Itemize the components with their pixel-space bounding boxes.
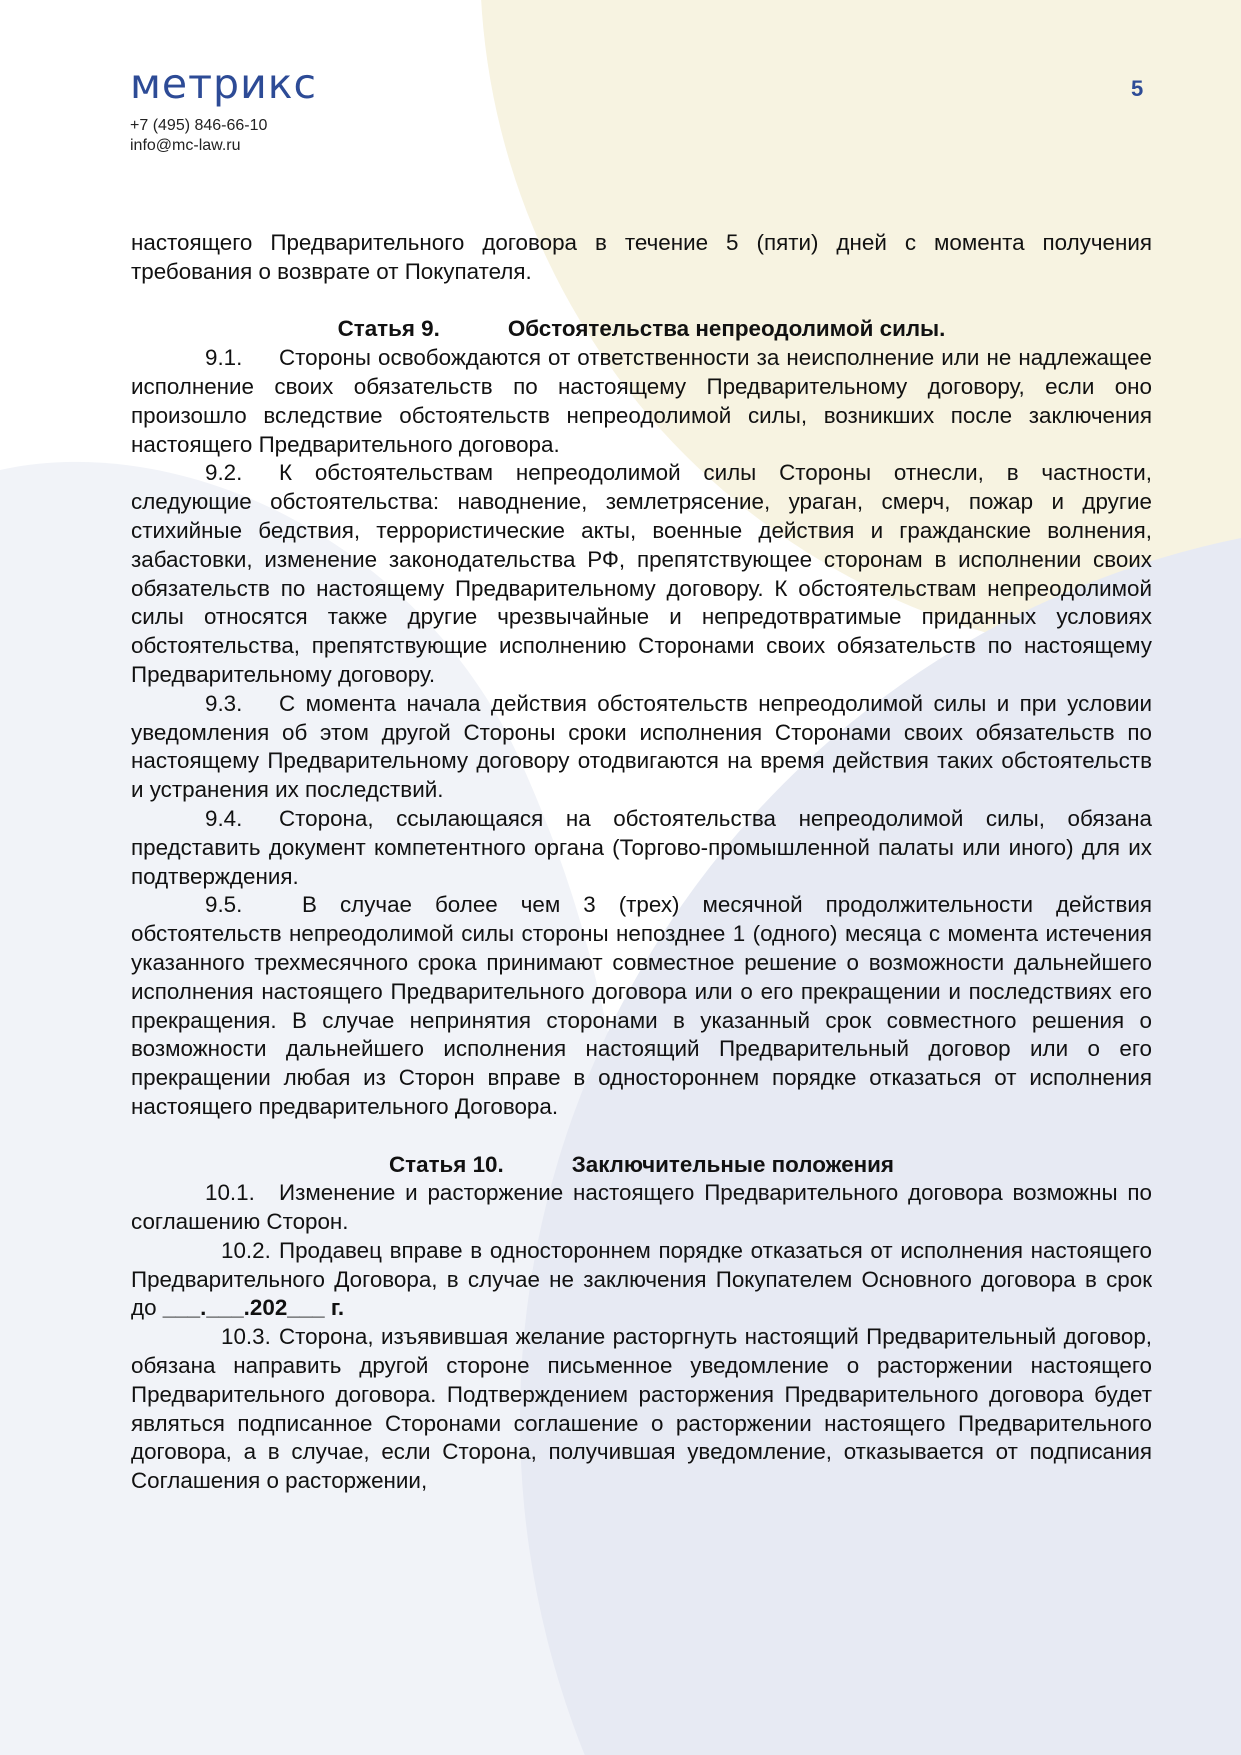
clause-number: 9.2.	[205, 460, 243, 486]
clause-9-2	[131, 459, 1152, 689]
clause-text: Стороны освобождаются от ответственности за неисполнение или не надлежащее исполнение своих обязательств по настоящему Предварительному договору, если оно произошло вследствие обстоятельств непреодолимой силы, возникших после заключения настоящего Предварительного договора.	[131, 345, 1152, 457]
clause-text: Сторона, изъявившая желание расторгнуть настоящий Предварительный договор, обязана направить другой стороне письменное уведомление о расторжении настоящего Предварительного договора. Подтверждением расторжения Предварительного договора будет являться подписанное Сторонами соглашение о расторжении настоящего Предварительного договора, а в случае, если Сторона, получившая уведомление, отказывается от подписания Соглашения о расторжении,	[131, 1324, 1152, 1494]
contact-email: info@mc-law.ru	[130, 137, 241, 154]
clause-9-3	[131, 690, 1152, 805]
page-header	[130, 62, 317, 156]
date-blank: ___.___.202___ г.	[162, 1295, 345, 1321]
clause-number: 9.4.	[205, 805, 243, 831]
clause-9-1	[131, 344, 1152, 459]
clause-number: 10.2.	[221, 1237, 271, 1263]
article-9-heading	[131, 315, 1152, 344]
page-number: 5	[1131, 76, 1144, 101]
clause-text: Изменение и расторжение настоящего Предварительного договора возможны по соглашению Сторон.	[131, 1180, 1152, 1235]
clause-text: Продавец вправе в одностороннем порядке отказаться от исполнения настоящего Предварительного Договора, в случае не заключения Покупателем Основного договора в срок до	[131, 1237, 1152, 1321]
intro-paragraph: настоящего Предварительного договора в течение 5 (пяти) дней с момента получения требования о возврате от Покупателя.	[131, 230, 1152, 284]
article-9-title: Обстоятельства непреодолимой силы.	[507, 316, 946, 342]
metrix-logo: метрикс	[130, 60, 318, 108]
clause-number: 9.3.	[205, 690, 243, 716]
clause-9-4	[131, 805, 1152, 891]
article-10-heading	[131, 1151, 1152, 1180]
clause-10-1	[131, 1179, 1152, 1237]
clause-9-5	[131, 891, 1152, 1121]
clause-text: В случае более чем 3 (трех) месячной продолжительности действия обстоятельств непреодолимой силы стороны непозднее 1 (одного) месяца с момента истечения указанного трехмесячного срока принимают совместное решение о возможности дальнейшего исполнения настоящего Предварительного договора или о его прекращении и последствиях его прекращения. В случае непринятия сторонами в указанный срок совместного решения о возможности дальнейшего исполнения настоящий Предварительный договор или о его прекращении любая из Сторон вправе в одностороннем порядке отказаться от исполнения настоящего предварительного Договора.	[131, 892, 1152, 1119]
article-9-number: Статья 9.	[337, 316, 440, 342]
clause-text: Сторона, ссылающаяся на обстоятельства непреодолимой силы, обязана представить документ компетентного органа (Торгово-промышленной палаты или иного) для их подтверждения.	[131, 805, 1152, 889]
clause-number: 10.1.	[205, 1180, 255, 1206]
article-10-number: Статья 10.	[388, 1151, 504, 1177]
clause-text: С момента начала действия обстоятельств непреодолимой силы и при условии уведомления об этом другой Стороны сроки исполнения Сторонами своих обязательств по настоящему Предварительному договору отодвигаются на время действия таких обстоятельств и устранения их последствий.	[131, 690, 1152, 803]
clause-10-2	[131, 1237, 1152, 1323]
clause-number: 9.1.	[205, 345, 243, 371]
clause-10-3	[131, 1323, 1152, 1496]
contact-phone: +7 (495) 846-66-10	[130, 117, 268, 134]
clause-text: К обстоятельствам непреодолимой силы Стороны отнесли, в частности, следующие обстоятельства: наводнение, землетрясение, ураган, смерч, пожар и другие стихийные бедствия, террористические акты, военные действия и гражданские волнения, забастовки, изменение законодательства РФ, препятствующее сторонам в исполнении своих обязательств по настоящему Предварительному договору. К обстоятельствам непреодолимой силы относятся также другие чрезвычайные и непредотвратимые приданных условиях обстоятельства, препятствующие исполнению Сторонами своих обязательств по настоящему Предварительному договору.	[131, 460, 1152, 687]
clause-number: 10.3.	[221, 1324, 271, 1350]
article-10-title: Заключительные положения	[571, 1151, 894, 1177]
clause-number: 9.5.	[205, 892, 243, 918]
document-body	[131, 229, 1152, 1496]
